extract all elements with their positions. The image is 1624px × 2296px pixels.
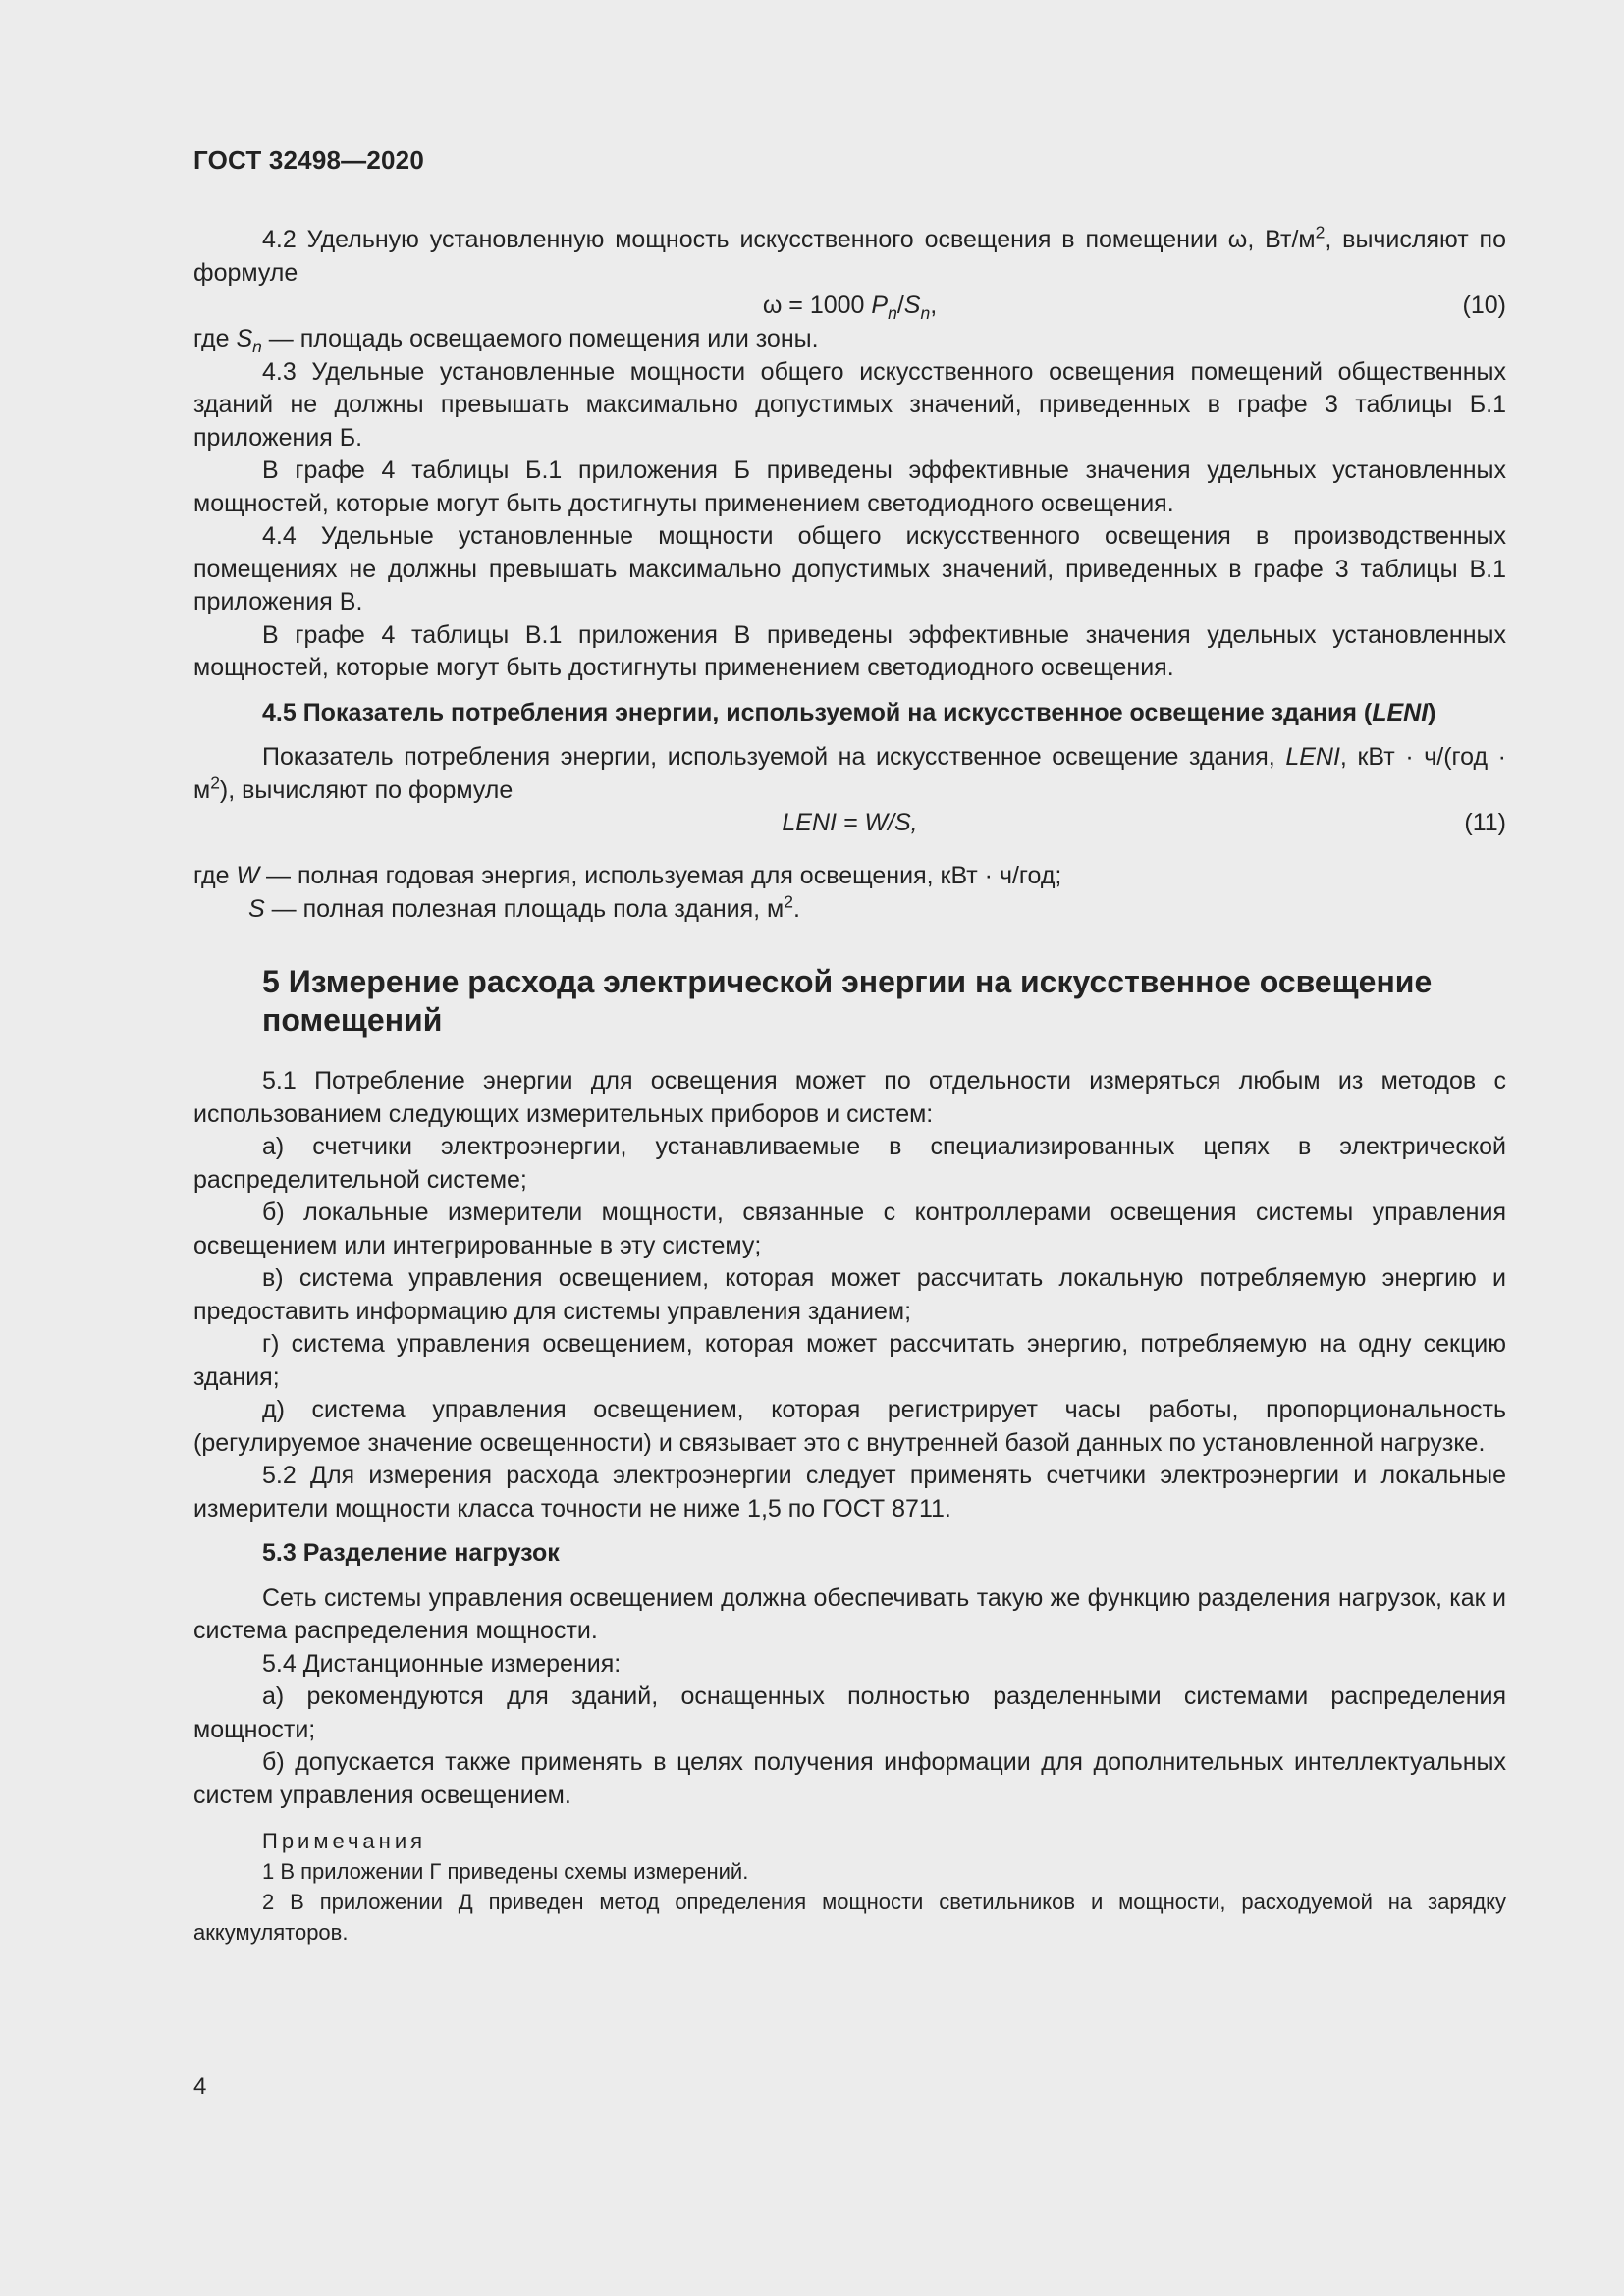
paragraph-4-4: 4.4 Удельные установленные мощности общего искусственного освещения в производственных помещениях не должны превышать максимально допустимых значений, приведенных в графе 3 таблицы В.1 приложения В.: [193, 522, 1506, 615]
formula-11: [193, 807, 1506, 840]
paragraph-4-3-note: В графе 4 таблицы Б.1 приложения Б приведены эффективные значения удельных установленных мощностей, которые могут быть достигнуты применением светодиодного освещения.: [193, 456, 1506, 517]
page-number: 4: [193, 2073, 207, 2100]
heading-5-3: 5.3 Разделение нагрузок: [262, 1539, 560, 1567]
formula-11-where-s: S — полная полезная площадь пола здания, $м^2$.: [248, 891, 800, 923]
paragraph-5-1: 5.1 Потребление энергии для освещения может по отдельности измеряться любым из методов с использованием следующих измерительных приборов и систем:: [193, 1067, 1506, 1128]
note-2: 2 В приложении Д приведен метод определения мощности светильников и мощности, расходуемой на зарядку аккумуляторов.: [193, 1890, 1506, 1945]
note-1: 1 В приложении Г приведены схемы измерений.: [262, 1859, 749, 1884]
formula-11-expression: LENI = W/S,: [782, 809, 918, 836]
paragraph-5-3: Сеть системы управления освещением должна обеспечивать такую же функцию разделения нагрузок, как и система распределения мощности.: [193, 1583, 1506, 1644]
paragraph-4-4-note: В графе 4 таблицы В.1 приложения В приведены эффективные значения удельных установленных мощностей, которые могут быть достигнуты применением светодиодного освещения.: [193, 620, 1506, 681]
list-item-5-1-b: б) локальные измерители мощности, связанные с контроллерами освещения системы управления освещением или интегрированные в эту систему;: [193, 1199, 1506, 1259]
section-5-title: 5 Измерение расхода электрической энергии на искусственное освещение помещений: [262, 964, 1433, 1038]
paragraph-4-5: Показатель потребления энергии, используемой на искусственное освещение здания, LENI, кВт · $ч/(год \cdot м^2)$, вычисляют по формуле: [193, 743, 1506, 804]
list-item-5-1-a: а) счетчики электроэнергии, устанавливаемые в специализированных цепях в электрической распределительной системе;: [193, 1133, 1506, 1194]
list-item-5-4-b: б) допускается также применять в целях получения информации для дополнительных интеллектуальных систем управления освещением.: [193, 1748, 1506, 1809]
formula-10: [193, 290, 1506, 323]
formula-10-expression: ω = 1000 $P_n/S_n$,: [762, 292, 938, 323]
formula-11-where-w: где W — полная годовая энергия, используемая для освещения, кВт · ч/год;: [193, 862, 1062, 889]
paragraph-5-4: 5.4 Дистанционные измерения:: [262, 1649, 622, 1678]
heading-4-5: 4.5 Показатель потребления энергии, используемой на искусственное освещение здания (LENI): [262, 698, 1436, 726]
formula-10-number: (10): [1462, 292, 1506, 319]
formula-10-where: где $S_n$ — площадь освещаемого помещения или зоны.: [193, 325, 819, 356]
list-item-5-1-v: в) система управления освещением, которая может рассчитать локальную потребляемую энергию и предоставить информацию для системы управления зданием;: [193, 1264, 1506, 1325]
paragraph-4-3: 4.3 Удельные установленные мощности общего искусственного освещения помещений общественных зданий не должны превышать максимально допустимых значений, приведенных в графе 3 таблицы Б.1 приложения Б.: [193, 357, 1506, 452]
formula-11-number: (11): [1464, 809, 1506, 836]
document-header: ГОСТ 32498—2020: [193, 145, 424, 175]
list-item-5-4-a: а) рекомендуются для зданий, оснащенных полностью разделенными системами распределения мощности;: [193, 1682, 1506, 1743]
document-body: [193, 224, 1506, 1948]
list-item-5-1-g: г) система управления освещением, которая может рассчитать энергию, потребляемую на одну секцию здания;: [193, 1330, 1506, 1391]
list-item-5-1-d: д) система управления освещением, которая регистрирует часы работы, пропорциональность (регулируемое значение освещенности) и связывает это с внутренней базой данных по установленной нагрузке.: [193, 1396, 1506, 1457]
notes-block: [193, 1826, 1506, 1948]
paragraph-4-2: 4.2 Удельную установленную мощность искусственного освещения в помещении ω, $Вт/м^2$, вычисляют по формуле: [193, 222, 1507, 287]
paragraph-5-2: 5.2 Для измерения расхода электроэнергии следует применять счетчики электроэнергии и локальные измерители мощности класса точности не ниже 1,5 по ГОСТ 8711.: [193, 1462, 1506, 1522]
notes-title: Примечания: [262, 1829, 427, 1853]
